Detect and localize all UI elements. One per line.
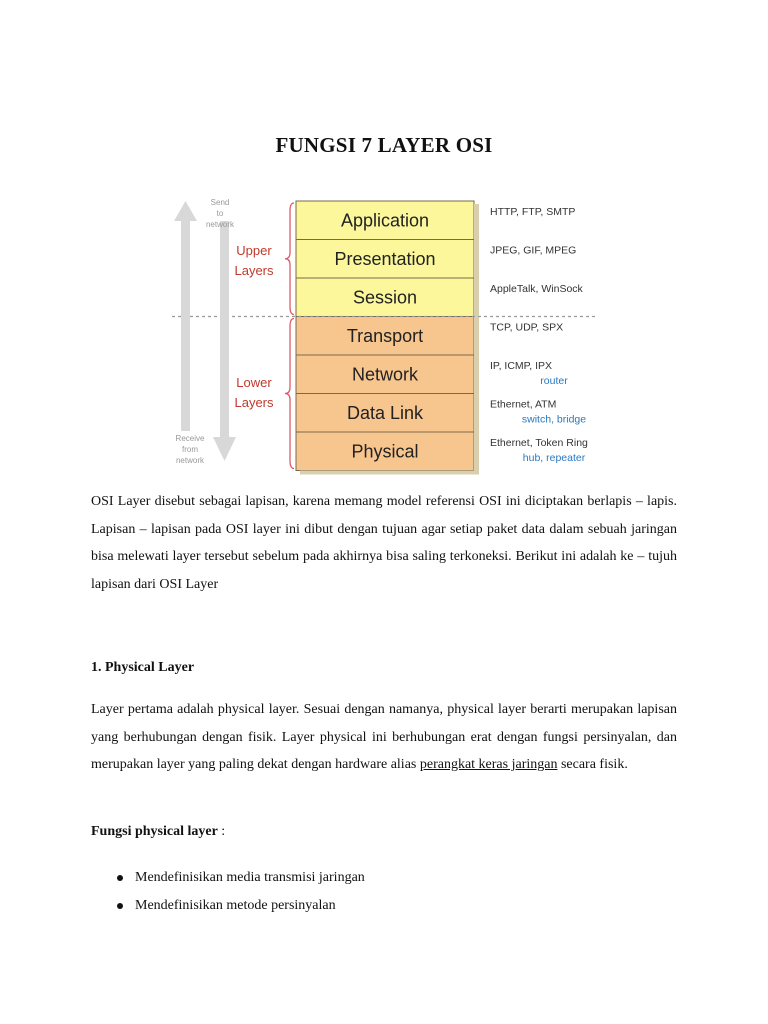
layer-name: Network (351, 364, 419, 385)
layer-protocols: AppleTalk, WinSock (490, 283, 583, 295)
paragraph-text: Layer pertama adalah physical layer. Sesuai dengan namanya, physical layer berarti merupakan lapisan yang berhubungan dengan fisik. Layer physical ini berhubungan erat dengan fungsi persinyalan, dan merupakan layer yang paling dekat dengan hardware alias (91, 702, 677, 772)
send-to-network-label: to (216, 209, 224, 218)
layer-name: Physical (351, 441, 419, 462)
layer-protocols: HTTP, FTP, SMTP (490, 206, 576, 218)
lower-layers-label: Layers (234, 395, 274, 410)
lower-layers-label: Lower (236, 375, 272, 390)
osi-layer-diagram (168, 193, 600, 475)
layer-protocols: Ethernet, ATM (490, 398, 557, 411)
section-heading-physical-layer: 1. Physical Layer (91, 660, 195, 675)
layer-name: Transport (346, 325, 424, 346)
layer-name: Presentation (334, 248, 436, 269)
receive-from-network-label: from (182, 445, 198, 454)
list-item-text: Mendefinisikan metode persinyalan (135, 898, 336, 913)
receive-arrow-down-icon (213, 437, 236, 461)
intro-paragraph: OSI Layer disebut sebagai lapisan, karena memang model referensi OSI ini diciptakan berlapis – lapis. Lapisan – lapisan pada OSI layer ini dibut dengan tujuan agar setiap paket data dalam sebuah jaringan bisa melewati layer tersebut sebelum pada akhirnya bisa saling terkoneksi. Berikut ini adalah ke – tujuh lapisan dari OSI Layer (91, 494, 677, 592)
fungsi-list (91, 864, 365, 920)
send-arrow-shaft (181, 219, 190, 431)
physical-layer-paragraph (91, 696, 677, 779)
layer-protocols: Ethernet, Token Ring (490, 437, 588, 449)
fungsi-label-colon: : (217, 824, 226, 839)
layer-protocols: TCP, UDP, SPX (490, 321, 564, 334)
upper-layers-bracket (285, 203, 294, 315)
stack-edge (474, 204, 479, 474)
layer-protocols: JPEG, GIF, MPEG (490, 244, 577, 257)
stack-edge-bottom (300, 471, 479, 475)
layer-device: switch, bridge (521, 413, 587, 426)
layer-name: Session (352, 287, 418, 308)
bullet-icon (117, 875, 123, 881)
lower-layers-bracket (285, 319, 294, 469)
layer-protocols: IP, ICMP, IPX (490, 360, 553, 372)
bullet-icon (117, 903, 123, 909)
paragraph-text-end: secara fisik. (557, 757, 628, 772)
fungsi-label-bold: Fungsi physical layer (91, 824, 218, 839)
send-to-network-label: network (205, 220, 235, 229)
receive-from-network-label: Receive (175, 434, 205, 443)
receive-from-network-label: network (175, 456, 205, 465)
send-to-network-label: Send (210, 198, 230, 207)
list-item-text: Mendefinisikan media transmisi jaringan (135, 870, 365, 885)
send-arrow-up-icon (174, 201, 197, 221)
perangkat-keras-jaringan-link[interactable]: perangkat keras jaringan (419, 757, 558, 772)
layer-device: router (540, 375, 568, 387)
layer-device: hub, repeater (522, 452, 586, 464)
layer-name: Application (340, 210, 430, 231)
list-item (91, 864, 365, 892)
upper-layers-label: Upper (236, 243, 272, 258)
receive-arrow-shaft (220, 221, 229, 439)
layer-name: Data Link (346, 402, 424, 423)
fungsi-physical-layer-label (91, 824, 225, 840)
page-title: FUNGSI 7 LAYER OSI (275, 133, 493, 157)
list-item (91, 892, 336, 920)
upper-layers-label: Layers (234, 263, 274, 278)
